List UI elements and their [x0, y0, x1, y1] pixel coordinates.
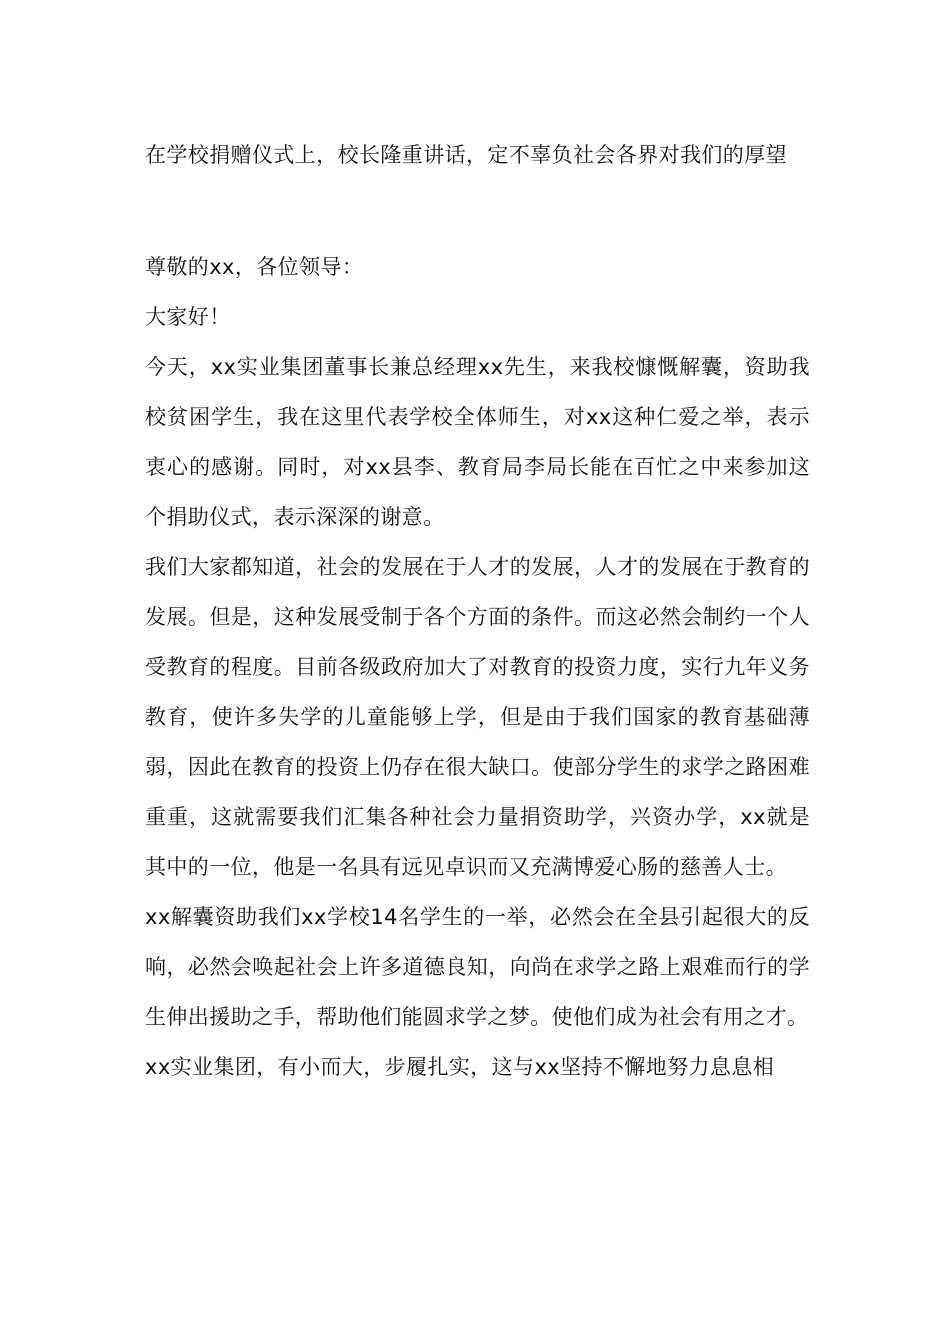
greeting-paragraph: 大家好！ [145, 305, 231, 329]
body-paragraph-group: xx实业集团，有小而大，步履扎实，这与xx坚持不懈地努力息息相 [145, 1055, 775, 1079]
body-paragraph-education: 我们大家都知道，社会的发展在于人才的发展，人才的发展在于教育的发展。但是，这种发展受制于各个方面的条件。而这必然会制约一个人受教育的程度。目前各级政府加大了对教育的投资力度，实行九年义务教育，使许多失学的儿童能够上学，但是由于我们国家的教育基础薄弱，因此在教育的投资上仍存在很大缺口。使部分学生的求学之路困难重重，这就需要我们汇集各种社会力量捐资助学，兴资办学，xx就是其中的一位，他是一名具有远见卓识而又充满博爱心肠的慈善人士。 [145, 555, 810, 879]
body-paragraph-thanks: 今天，xx实业集团董事长兼总经理xx先生，来我校慷慨解囊，资助我校贫困学生，我在这里代表学校全体师生，对xx这种仁爱之举，表示衷心的感谢。同时，对xx县李、教育局李局长能在百忙之中来参加这个捐助仪式，表示深深的谢意。 [145, 355, 810, 529]
body-paragraph-impact: xx解囊资助我们xx学校14名学生的一举，必然会在全县引起很大的反响，必然会唤起社会上许多道德良知，向尚在求学之路上艰难而行的学生伸出援助之手，帮助他们能圆求学之梦。使他们成为社会有用之才。 [145, 905, 810, 1029]
document-title: 在学校捐赠仪式上，校长隆重讲话，定不辜负社会各界对我们的厚望 [145, 143, 787, 167]
document-body [145, 130, 810, 1092]
salutation-paragraph: 尊敬的xx，各位领导： [145, 255, 364, 279]
